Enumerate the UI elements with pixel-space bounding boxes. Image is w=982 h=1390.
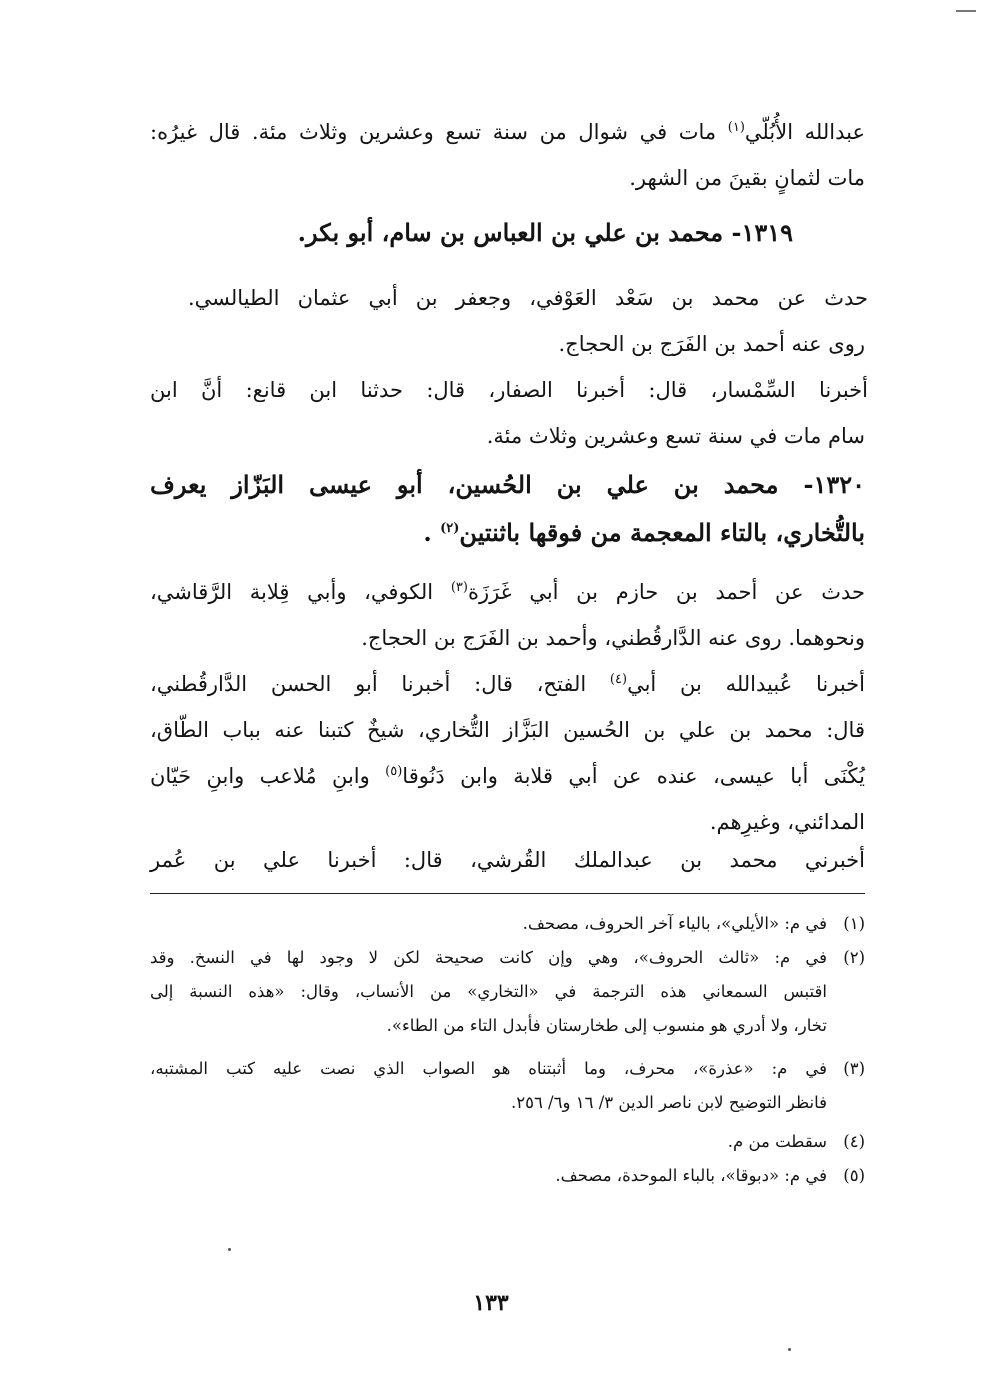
scan-speck [228, 1248, 231, 1251]
footnote-separator [150, 893, 865, 894]
text-span: أخبرنا عُبيدالله بن أبي [627, 672, 865, 696]
text-line: أخبرنا السِّمْسار، قال: أخبرنا الصفار، قال: حدثنا ابن قانع: أنَّ ابن [150, 378, 868, 402]
text-span: وابنِ مُلاعب وابنِ حَيّان [150, 764, 370, 788]
footnote-text: في م: «دبوقا»، بالباء الموحدة، مصحف. [555, 1166, 827, 1185]
text-line [150, 580, 865, 604]
footnote-2-line3: تخار، ولا أدري هو منسوب إلى طخارستان فأبدل التاء من الطاء». [386, 1016, 827, 1035]
footnote-marker[interactable]: (١) [727, 120, 745, 135]
entry-heading-1320: ١٣٢٠- محمد بن علي بن الحُسين، أبو عيسى البَزّاز يعرف [150, 470, 865, 499]
text-line: حدث عن محمد بن سَعْد العَوْفي، وجعفر بن أبي عثمان الطيالسي. [188, 286, 868, 310]
scan-corner-mark [956, 10, 976, 12]
text-span: مات في شوال من سنة تسع وعشرين وثلاث مئة. قال غيرُه: [150, 120, 717, 144]
footnote-text: في م: «ثالث الحروف»، وهي وإن كانت صحيحة لكن لا وجود لها في النسخ. وقد [150, 948, 827, 967]
footnote-text: في م: «الأيلي»، بالياء آخر الحروف، مصحف. [522, 914, 827, 933]
text-line: المدائني، وغيرِهم. [709, 810, 865, 834]
text-span: الفتح، قال: أخبرنا أبو الحسن الدَّارقُطني، [150, 672, 587, 696]
text-line: سام مات في سنة تسع وعشرين وثلاث مئة. [486, 424, 865, 448]
text-line: روى عنه أحمد بن الفَرَج بن الحجاج. [558, 332, 865, 356]
text-span: الكوفي، وأبي قِلابة الرَّقاشي، [150, 580, 434, 604]
footnote-marker[interactable]: (٣) [450, 580, 468, 595]
text-span: بالتُّخاري، بالتاء المعجمة من فوقها باثنتين [459, 518, 865, 547]
page-number: ١٣٣ [473, 1290, 509, 1316]
text-line [150, 764, 865, 788]
footnote-number: (٥) [843, 1166, 865, 1185]
footnote-1 [150, 914, 865, 933]
footnote-text: سقطت من م. [727, 1132, 827, 1151]
footnote-marker[interactable]: (٥) [385, 764, 403, 779]
text-line [150, 120, 865, 144]
footnote-number: (١) [843, 914, 865, 933]
footnote-marker[interactable]: (٢) [440, 521, 460, 536]
footnote-2 [150, 948, 865, 967]
text-span: يُكْنَى أبا عيسى، عنده عن أبي قلابة وابن دَنُوقا [402, 764, 865, 788]
footnote-marker[interactable]: (٤) [609, 672, 628, 687]
footnote-number: (٣) [843, 1059, 865, 1078]
text-line: مات لثمانٍ بقينَ من الشهر. [629, 166, 865, 190]
footnote-4 [150, 1132, 865, 1151]
entry-heading-1320-cont: بالتُّخاري، بالتاء المعجمة من فوقها باثنتين$^{(٢)}$ . [423, 518, 865, 547]
entry-heading-1319: ١٣١٩- محمد بن علي بن العباس بن سام، أبو بكر. [297, 218, 793, 247]
footnote-number: (٢) [843, 948, 865, 967]
footnote-3-line2: فانظر التوضيح لابن ناصر الدين ٣/ ١٦ و٦/ ٢٥٦. [510, 1093, 827, 1112]
footnote-3 [150, 1059, 865, 1078]
text-span: حدث عن أحمد بن حازم بن أبي غَرَزَة [467, 580, 865, 604]
footnote-2-line2: اقتبس السمعاني هذه الترجمة في «التخاري» من الأنساب، وقال: «هذه النسبة إلى [150, 982, 827, 1001]
footnote-number: (٤) [843, 1132, 865, 1151]
footnote-5 [150, 1166, 865, 1185]
text-line [150, 672, 865, 696]
text-span: عبدالله الأُبُلّي [744, 120, 865, 144]
footnote-text: في م: «عذرة»، محرف، وما أثبتناه هو الصواب الذي نصت عليه كتب المشتبه، [150, 1059, 827, 1078]
text-line: قال: محمد بن علي بن الحُسين البَزَّاز التُّخاري، شيخٌ كتبنا عنه بباب الطّاق، [150, 718, 865, 742]
text-line: أخبرني محمد بن عبدالملك القُرشي، قال: أخبرنا علي بن عُمر [150, 848, 865, 872]
scan-speck [788, 1348, 791, 1351]
text-line: ونحوهما. روى عنه الدَّارقُطني، وأحمد بن الفَرَج بن الحجاج. [361, 626, 865, 650]
